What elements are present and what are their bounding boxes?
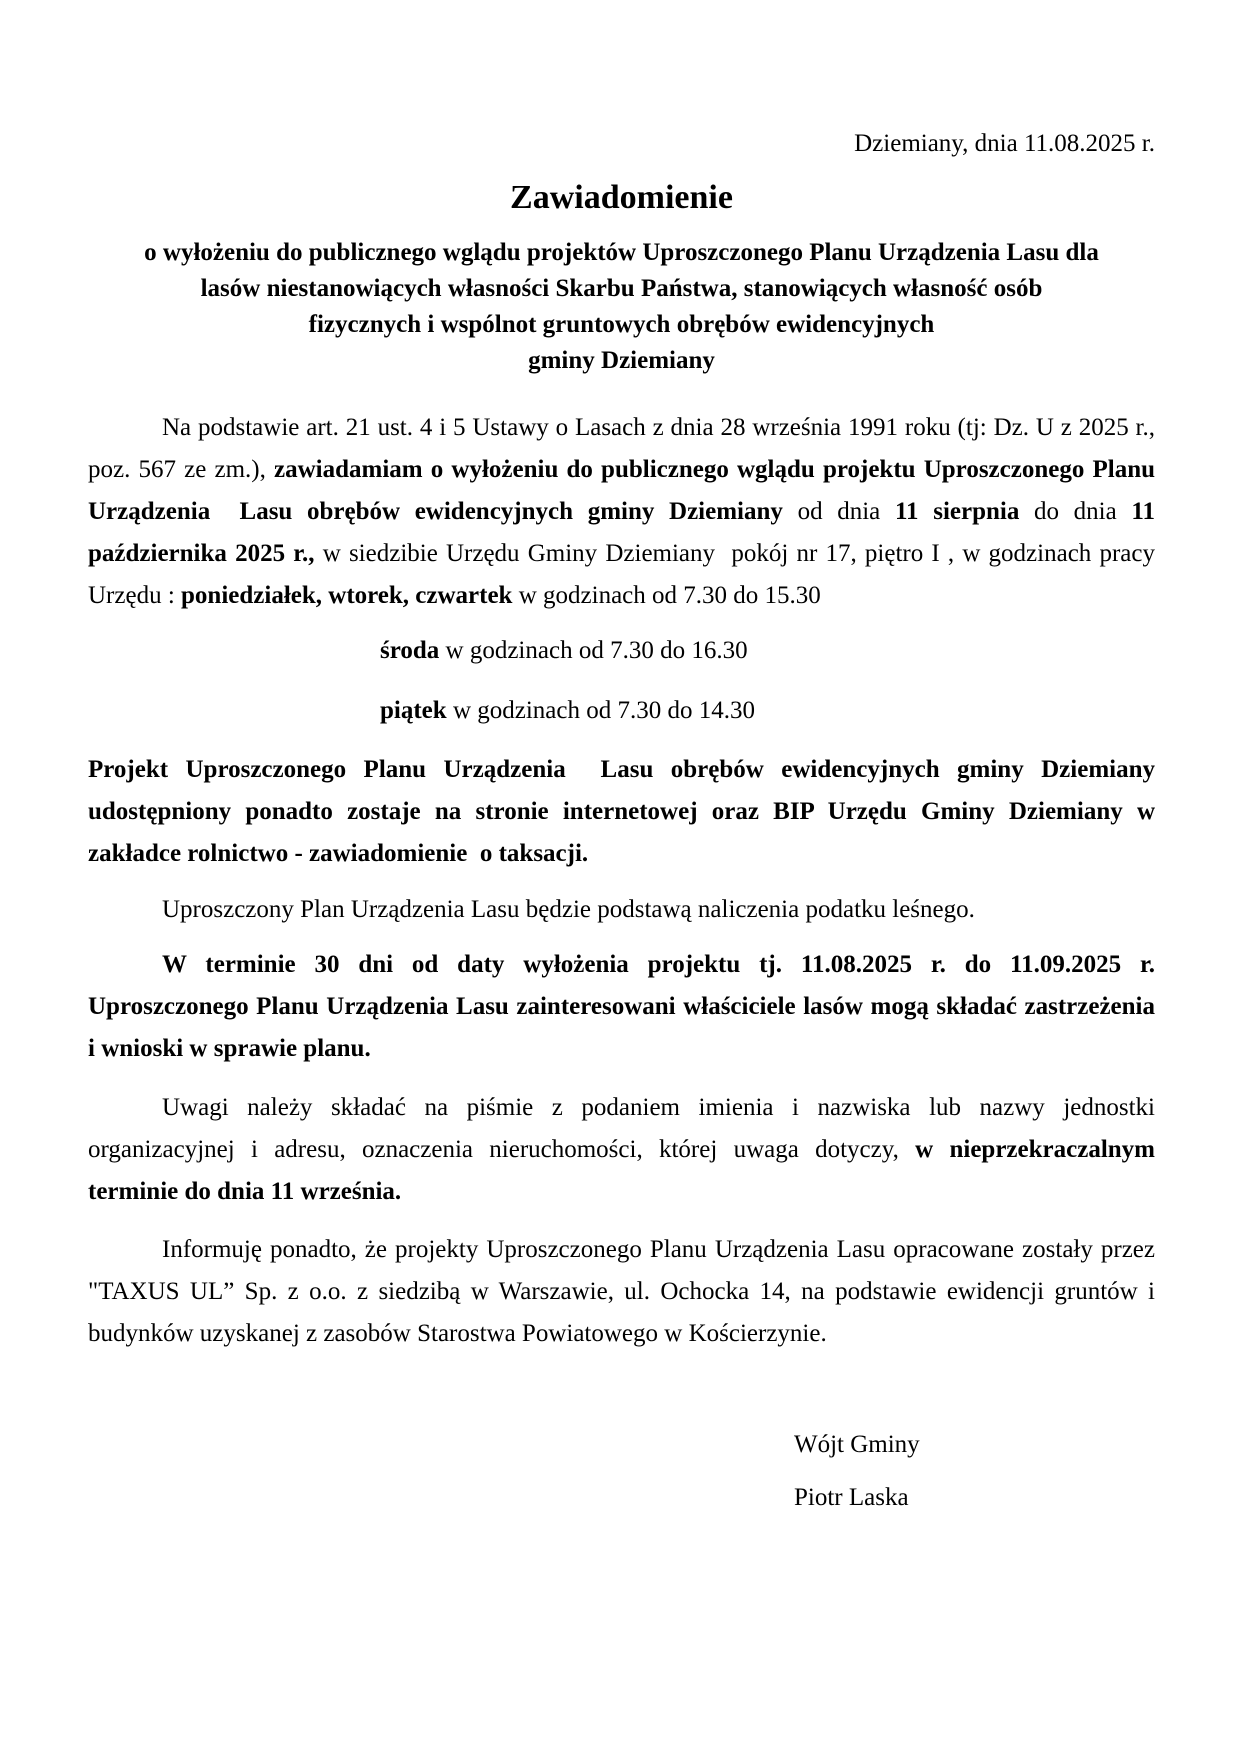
text-run: Informuję ponadto, że projekty Uproszczonego Planu Urządzenia Lasu opracowane zostały przez "TAXUS UL” Sp. z o.o. z siedzibą w Warszawie, ul. Ochocka 14, na podstawie ewidencji gruntów i budynków uzyskanej z zasobów Starostwa Powiatowego w Kościerzynie. — [88, 1236, 1155, 1347]
subtitle-line: gminy Dziemiany — [528, 347, 715, 374]
subtitle-line: lasów niestanowiących własności Skarbu Państwa, stanowiących własność osób — [200, 275, 1043, 302]
bold-text-run: zawiadamiam o wyłożeniu do publicznego wglądu projektu Uproszczonego Planu Urządzenia Lasu obrębów ewidencyjnych gminy Dziemiany — [88, 456, 1156, 525]
document-title: Zawiadomienie — [510, 179, 733, 216]
bold-text-run: w nieprzekraczalnym terminie do dnia 11 września. — [88, 1136, 1155, 1205]
paragraph-contractor-info — [88, 1229, 1155, 1355]
text-run: Uproszczony Plan Urządzenia Lasu będzie podstawą naliczenia podatku leśnego. — [162, 896, 975, 923]
paragraph-online-access — [88, 749, 1155, 875]
bold-text-run: W terminie 30 dni od daty wyłożenia projektu tj. 11.08.2025 r. do 11.09.2025 r. Uproszczonego Planu Urządzenia Lasu zainteresowani właściciele lasów mogą składać zastrzeżenia i wnioski w sprawie planu. — [88, 951, 1155, 1062]
signature-role: Wójt Gminy — [794, 1431, 920, 1458]
bold-text-run: 11 października 2025 r., — [88, 498, 1155, 567]
text-run: do dnia — [1019, 498, 1132, 525]
text-run: w godzinach od 7.30 do 16.30 — [439, 637, 748, 664]
bold-text-run: poniedziałek, wtorek, czwartek — [181, 582, 513, 609]
text-run: w godzinach od 7.30 do 15.30 — [512, 582, 821, 609]
paragraph-schedule-sroda — [380, 630, 1155, 672]
paragraph-deadline-30-days — [88, 944, 1155, 1070]
paragraph-remarks-form — [88, 1087, 1155, 1213]
signature-block — [794, 1424, 944, 1519]
subtitle-line: fizycznych i wspólnot gruntowych obrębów ewidencyjnych — [308, 311, 935, 338]
paragraph-forest-tax — [88, 889, 1155, 931]
text-run: w godzinach od 7.30 do 14.30 — [446, 697, 755, 724]
bold-text-run: 11 sierpnia — [894, 498, 1020, 525]
paragraph-schedule-piatek — [380, 690, 1155, 732]
subtitle-line: o wyłożeniu do publicznego wglądu projektów Uproszczonego Planu Urządzenia Lasu dla — [144, 239, 1099, 266]
bold-text-run: Projekt Uproszczonego Planu Urządzenia Lasu obrębów ewidencyjnych gminy Dziemiany udostępniony ponadto zostaje na stronie internetowej oraz BIP Urzędu Gminy Dziemiany w zakładce rolnictwo - zawiadomienie o taksacji. — [88, 756, 1155, 867]
bold-text-run: środa — [380, 637, 440, 664]
date-line: Dziemiany, dnia 11.08.2025 r. — [854, 130, 1155, 157]
text-run: od dnia — [782, 498, 895, 525]
document-body — [88, 407, 1155, 1355]
paragraph-legal-basis — [88, 407, 1155, 617]
document-subtitle — [88, 235, 1155, 379]
text-run: w siedzibie Urzędu Gminy Dziemiany pokój nr 17, piętro I , w godzinach pracy Urzędu : — [88, 540, 1155, 609]
bold-text-run: piątek — [380, 697, 447, 724]
signature-name: Piotr Laska — [794, 1484, 909, 1511]
text-run: Na podstawie art. 21 ust. 4 i 5 Ustawy o Lasach z dnia 28 września 1991 roku (tj: Dz. U z 2025 r., poz. 567 ze zm.), — [88, 414, 1155, 483]
text-run: Uwagi należy składać na piśmie z podaniem imienia i nazwiska lub nazwy jednostki organizacyjnej i adresu, oznaczenia nieruchomości, której uwaga dotyczy, — [88, 1094, 1155, 1163]
